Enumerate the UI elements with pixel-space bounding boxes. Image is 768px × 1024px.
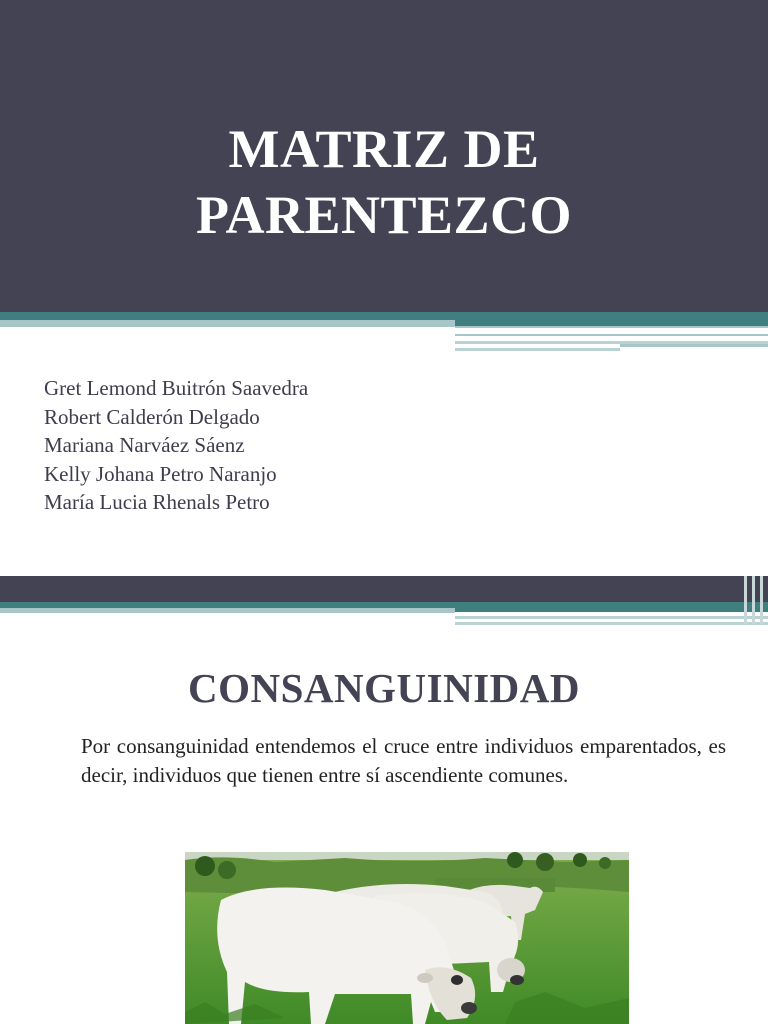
- author-name: Gret Lemond Buitrón Saavedra: [44, 376, 309, 400]
- light-stripe-left: [0, 608, 455, 613]
- author-name: María Lucia Rhenals Petro: [44, 490, 270, 514]
- title-line-1: MATRIZ DE: [228, 119, 540, 179]
- vertical-stripe-3: [760, 576, 763, 624]
- slide-title: [0, 116, 768, 248]
- content-slide: [0, 576, 768, 1024]
- light-stripe-left: [0, 320, 455, 327]
- author-list: [44, 374, 308, 517]
- author-name: Kelly Johana Petro Naranjo: [44, 461, 277, 486]
- author-name: Robert Calderón Delgado: [44, 404, 260, 429]
- section-heading: CONSANGUINIDAD: [188, 665, 580, 711]
- cattle-photo: [185, 852, 629, 1024]
- author-name: Mariana Narváez Sáenz: [44, 433, 245, 457]
- thin-stripe-2: [455, 334, 768, 336]
- vertical-stripe-2: [752, 576, 755, 624]
- definition-paragraph: Por consanguinidad entendemos el cruce entre individuos emparentados, es decir, individuos que tienen entre sí ascendiente comunes.: [81, 734, 726, 787]
- thin-stripe-2: [455, 622, 768, 625]
- thin-stripe-1: [455, 326, 768, 328]
- vertical-stripe-1: [744, 576, 747, 624]
- thin-stripe-1: [455, 616, 768, 619]
- thin-stripe-4: [455, 348, 620, 351]
- top-band: [0, 576, 768, 602]
- thin-stripe-5: [620, 344, 768, 347]
- title-line-2: PARENTEZCO: [195, 185, 573, 245]
